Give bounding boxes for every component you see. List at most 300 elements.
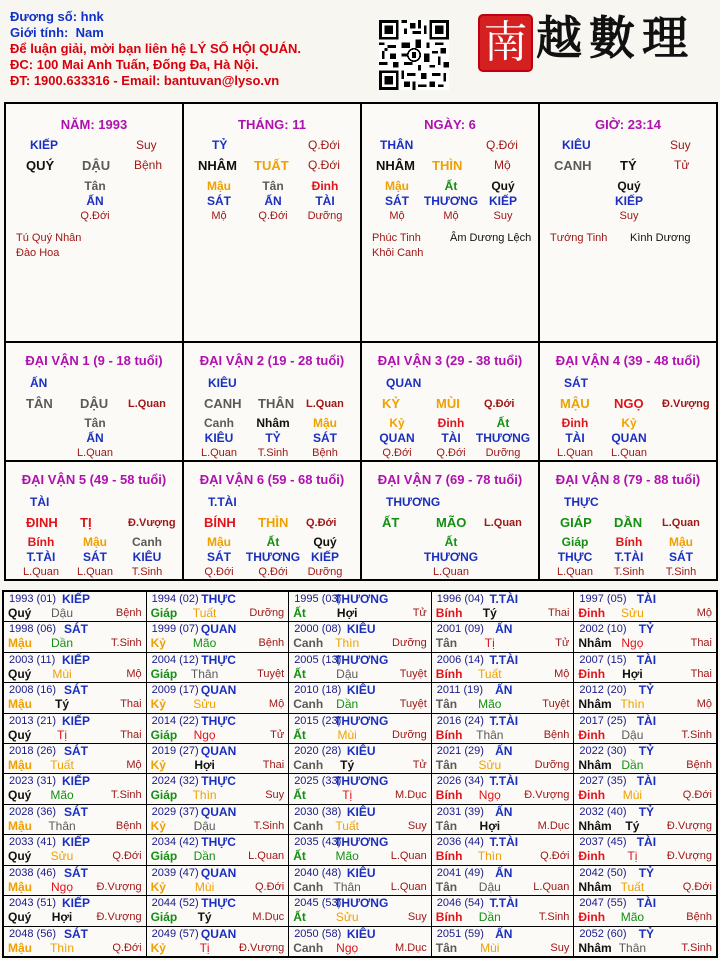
- year-label: 2040 (48): [294, 866, 342, 879]
- year-cell: [574, 653, 716, 682]
- dai-van-5: [4, 460, 184, 581]
- year-status: Đ.Vượng: [666, 819, 712, 832]
- dai-van-title: ĐẠI VẬN 3 (29 - 38 tuổi): [377, 353, 523, 368]
- dai-van-7: [360, 460, 540, 581]
- year-god: TÀI: [636, 713, 657, 728]
- year-label: 2029 (37): [151, 805, 199, 818]
- dai-van-hidden-stem: Ất: [496, 416, 510, 430]
- year-can: Ất: [293, 849, 306, 864]
- year-chi: Dần: [50, 636, 74, 651]
- year-label: 2031 (39): [436, 805, 484, 818]
- dai-van-hidden-status: Dưỡng: [485, 447, 521, 459]
- pillar-hour-can-status: Suy: [670, 138, 691, 152]
- year-status: M.Dục: [395, 789, 427, 802]
- dai-van-status: Đ.Vượng: [128, 517, 176, 529]
- year-can: Giáp: [150, 910, 178, 925]
- year-cell: [4, 774, 146, 803]
- dai-van-can: KỶ: [382, 396, 401, 411]
- year-cell: [147, 835, 289, 864]
- year-chi: Mùi: [52, 666, 72, 681]
- year-can: Canh: [293, 940, 324, 955]
- year-cell: [574, 714, 716, 743]
- pillar-month-chi-status: Q.Đới: [308, 158, 340, 172]
- dai-van-chi: MÙI: [436, 396, 460, 411]
- dai-van-hidden-stem: Kỷ: [621, 416, 637, 430]
- dai-van-1: [4, 341, 184, 462]
- gender-line: [10, 25, 301, 41]
- year-label: 2036 (44): [436, 836, 484, 849]
- pillar-year-hidden-status-1: Q.Đới: [80, 210, 110, 222]
- year-cell: [147, 744, 289, 773]
- year-cell: [147, 714, 289, 743]
- year-can: Mậu: [8, 697, 32, 712]
- year-god: THƯƠNG: [334, 713, 389, 728]
- owner-info: [10, 9, 301, 89]
- year-status: Tuyệt: [399, 667, 427, 680]
- year-label: 2028 (36): [9, 805, 57, 818]
- dai-van-hidden-stem: Đinh: [561, 416, 589, 430]
- dai-van-status: L.Quan: [484, 517, 522, 529]
- year-chi: Dậu: [621, 727, 644, 742]
- year-god: T.TÀI: [489, 774, 519, 789]
- pillar-hour-can-god: KIÊU: [562, 138, 591, 152]
- year-chi: Sửu: [193, 697, 216, 712]
- dai-van-hidden-stem: Bính: [615, 535, 643, 549]
- year-label: 1996 (04): [436, 593, 484, 605]
- year-status: Tử: [270, 728, 285, 741]
- year-god: QUAN: [200, 683, 237, 698]
- year-can: Đinh: [578, 727, 606, 742]
- dai-van-god: KIÊU: [208, 376, 237, 390]
- year-label: 2034 (42): [151, 836, 199, 849]
- pillar-month-title: THÁNG: 11: [238, 117, 306, 132]
- year-chi: Dậu: [478, 879, 501, 894]
- dai-van-hidden-stem: Kỷ: [389, 416, 405, 430]
- year-chi: Thìn: [49, 940, 75, 955]
- year-label: 2012 (20): [579, 684, 627, 697]
- dai-van-hidden-status: Q.Đới: [258, 566, 288, 578]
- year-cell: [289, 896, 431, 925]
- year-cell: [289, 835, 431, 864]
- dai-van-hidden-god: THƯƠNG: [423, 550, 479, 564]
- year-status: Thai: [120, 728, 142, 741]
- dai-van-hidden-god: THƯƠNG: [245, 550, 301, 564]
- pillar-year-chi-status: Bệnh: [134, 158, 163, 172]
- pillar-year-star-1: Tú Quý Nhân: [16, 232, 82, 244]
- year-status: Mộ: [696, 607, 712, 619]
- year-label: 2007 (15): [579, 653, 627, 666]
- year-status: Q.Đới: [682, 789, 712, 802]
- pillar-month-hidden-god-3: TÀI: [315, 194, 335, 208]
- year-status: Thai: [690, 637, 712, 650]
- dai-van-status: Q.Đới: [484, 398, 515, 410]
- year-can: Kỷ: [150, 818, 166, 833]
- year-label: 2005 (13): [294, 653, 342, 666]
- year-chi: Hợi: [622, 666, 643, 681]
- brand-title: 越數理: [536, 11, 695, 65]
- pillar-month-can-god: TỶ: [212, 138, 228, 152]
- year-chi: Thân: [333, 879, 361, 894]
- year-can: Quý: [8, 910, 32, 925]
- year-label: 2039 (47): [151, 866, 199, 879]
- year-status: Tuyệt: [257, 667, 285, 680]
- year-god: SÁT: [64, 744, 88, 759]
- year-cell: [432, 927, 574, 956]
- year-cell: [574, 592, 716, 621]
- dai-van-hidden-stem: Canh: [204, 416, 234, 430]
- year-chi: Hợi: [51, 910, 73, 925]
- year-cell: [289, 774, 431, 803]
- year-status: Suy: [407, 819, 427, 832]
- year-status: Q.Đới: [254, 880, 285, 893]
- year-status: Dưỡng: [534, 759, 570, 772]
- dai-van-can: TÂN: [26, 396, 53, 411]
- pillar-day-star-3: Âm Dương Lệch: [450, 232, 532, 244]
- pillar-hour-chi: TÝ: [620, 158, 637, 173]
- dai-van-title: ĐẠI VẬN 4 (39 - 48 tuổi): [555, 353, 701, 368]
- pillar-year: [4, 102, 184, 343]
- dai-van-hidden-status: L.Quan: [76, 447, 114, 459]
- year-can: Đinh: [578, 606, 606, 620]
- dai-van-hidden-god: SÁT: [83, 550, 107, 564]
- dai-van-hidden-stem: Tân: [84, 416, 106, 430]
- year-can: Canh: [293, 879, 324, 894]
- pillar-day-star-1: Phúc Tinh: [372, 232, 421, 244]
- dai-van-hidden-status: Q.Đới: [204, 566, 234, 578]
- year-chi: Ngọ: [50, 879, 74, 894]
- year-can: Nhâm: [578, 940, 612, 955]
- pillar-month-hidden-status-1: Mộ: [211, 210, 227, 222]
- year-cell: [4, 622, 146, 651]
- pillar-year-hidden-1: Tân: [84, 179, 106, 193]
- year-god: SÁT: [64, 622, 88, 637]
- year-label: 2032 (40): [579, 805, 627, 818]
- qr-code-icon[interactable]: [379, 19, 449, 91]
- dai-van-hidden-god: QUAN: [379, 431, 415, 445]
- year-label: 2027 (35): [579, 775, 627, 788]
- dai-van-title: ĐẠI VẬN 1 (9 - 18 tuổi): [25, 353, 163, 368]
- year-status: Đ.Vượng: [239, 941, 285, 954]
- dai-van-god: TÀI: [30, 495, 50, 509]
- year-cell: [4, 653, 146, 682]
- year-status: Suy: [550, 941, 570, 954]
- year-god: ẤN: [495, 744, 513, 759]
- year-chi: Ngọ: [478, 788, 501, 803]
- pillar-month-chi: TUẤT: [254, 158, 289, 173]
- year-god: ẤN: [495, 622, 513, 637]
- year-status: Mộ: [126, 759, 142, 772]
- year-can: Kỷ: [150, 879, 166, 894]
- year-cell: [574, 927, 716, 956]
- year-chi: Tị: [199, 940, 210, 955]
- year-label: 2048 (56): [9, 927, 57, 940]
- year-god: KIÊU: [346, 865, 376, 880]
- dai-van-can: CANH: [204, 396, 242, 411]
- year-cell: [4, 896, 146, 925]
- year-status: Thai: [120, 698, 142, 711]
- year-god: ẤN: [495, 804, 513, 819]
- year-chi: Thân: [48, 818, 76, 833]
- year-cell: [432, 592, 574, 621]
- year-cell: [574, 622, 716, 651]
- year-label: 2010 (18): [294, 684, 342, 697]
- year-god: THƯƠNG: [334, 652, 389, 667]
- dai-van-title: ĐẠI VẬN 7 (69 - 78 tuổi): [377, 472, 523, 487]
- year-can: Bính: [435, 666, 463, 681]
- year-god: TÀI: [636, 835, 657, 850]
- year-label: 2015 (23): [294, 714, 342, 727]
- dai-van-hidden-god: T.TÀI: [614, 550, 644, 564]
- year-can: Quý: [8, 849, 32, 864]
- pillar-month: [182, 102, 362, 343]
- year-status: Bệnh: [258, 637, 285, 650]
- year-cell: [289, 714, 431, 743]
- pillar-hour-can: CANH: [554, 158, 592, 173]
- year-status: Tử: [412, 607, 427, 619]
- dai-van-hidden-god: KIẾP: [310, 550, 340, 564]
- year-chi: Thân: [190, 666, 219, 681]
- pillar-month-can: NHÂM: [198, 158, 237, 173]
- year-can: Kỷ: [150, 940, 166, 955]
- pillar-month-hidden-status-3: Dưỡng: [307, 210, 343, 222]
- year-chi: Thân: [476, 727, 504, 742]
- year-can: Canh: [293, 818, 324, 833]
- year-god: THƯƠNG: [334, 774, 389, 789]
- year-can: Quý: [8, 727, 32, 742]
- year-can: Quý: [8, 788, 32, 803]
- year-label: 2000 (08): [294, 623, 342, 636]
- year-chi: Thìn: [335, 636, 360, 651]
- dai-van-8: [538, 460, 718, 581]
- pillar-day: [360, 102, 540, 343]
- dai-van-hidden-god: TÀI: [441, 431, 461, 445]
- year-label: 1997 (05): [579, 593, 627, 605]
- year-status: T.Sinh: [111, 789, 142, 802]
- year-status: T.Sinh: [681, 728, 712, 741]
- pillar-month-hidden-3: Đinh: [311, 179, 339, 193]
- year-chi: Dậu: [50, 606, 74, 620]
- year-status: Bệnh: [686, 911, 712, 924]
- year-status: Dưỡng: [249, 607, 285, 619]
- year-chi: Hợi: [194, 758, 215, 773]
- year-label: 2043 (51): [9, 897, 57, 910]
- year-god: TÀI: [636, 896, 657, 911]
- dai-van-hidden-status: L.Quan: [432, 566, 470, 578]
- pillar-year-title: NĂM: 1993: [60, 117, 128, 132]
- year-can: Nhâm: [578, 818, 612, 833]
- year-god: KIẾP: [61, 835, 91, 850]
- year-god: THỰC: [201, 592, 236, 606]
- dai-van-hidden-stem: Nhâm: [256, 416, 290, 430]
- year-chi: Sửu: [478, 758, 502, 773]
- dai-van-hidden-status: L.Quan: [22, 566, 60, 578]
- year-can: Kỷ: [150, 758, 166, 773]
- year-chi: Mão: [335, 849, 359, 864]
- pillar-month-hidden-god-2: ẤN: [264, 194, 282, 208]
- dai-van-hidden-status: L.Quan: [556, 447, 594, 459]
- dai-van-hidden-god: SÁT: [313, 431, 337, 445]
- year-god: TỶ: [638, 926, 655, 941]
- pillar-hour: [538, 102, 718, 343]
- year-label: 2008 (16): [9, 684, 57, 697]
- year-can: Giáp: [150, 849, 178, 864]
- year-cell: [432, 866, 574, 895]
- year-cell: [289, 592, 431, 621]
- pillar-day-hidden-status-3: Suy: [493, 210, 513, 222]
- year-status: Dưỡng: [392, 637, 427, 650]
- year-label: 2018 (26): [9, 745, 57, 758]
- year-status: Bệnh: [115, 819, 142, 832]
- year-can: Giáp: [150, 727, 178, 742]
- dai-van-2: [182, 341, 362, 462]
- dai-van-status: L.Quan: [662, 517, 700, 529]
- year-chi: Hợi: [336, 606, 358, 620]
- year-god: QUAN: [200, 622, 237, 637]
- year-label: 1999 (07): [151, 623, 199, 636]
- year-god: THƯƠNG: [334, 835, 389, 850]
- year-can: Ất: [293, 727, 306, 742]
- pillar-day-hidden-god-3: KIẾP: [488, 194, 518, 208]
- year-can: Bính: [435, 849, 463, 864]
- year-can: Canh: [293, 636, 324, 651]
- year-can: Đinh: [578, 666, 606, 681]
- year-cell: [4, 714, 146, 743]
- year-chi: Mão: [478, 697, 502, 712]
- pillar-day-can-status: Q.Đới: [486, 138, 518, 152]
- dai-van-god: SÁT: [564, 376, 588, 390]
- year-status: T.Sinh: [253, 819, 285, 832]
- dai-van-hidden-status: T.Sinh: [257, 447, 289, 459]
- year-status: Q.Đới: [112, 941, 142, 954]
- year-status: Thai: [690, 667, 712, 680]
- year-cell: [432, 714, 574, 743]
- year-status: L.Quan: [390, 880, 427, 893]
- dai-van-hidden-stem: Đinh: [437, 416, 465, 430]
- dai-van-hidden-stem: Mậu: [207, 535, 231, 549]
- year-god: TÀI: [636, 592, 657, 606]
- year-label: 2033 (41): [9, 836, 57, 849]
- year-label: 2004 (12): [151, 653, 199, 666]
- dai-van-hidden-stem: Ất: [266, 535, 280, 549]
- dai-van-hidden-status: Bệnh: [312, 447, 338, 459]
- year-chi: Sửu: [335, 910, 359, 925]
- year-label: 2044 (52): [151, 897, 199, 910]
- year-can: Tân: [435, 818, 458, 833]
- year-status: L.Quan: [390, 850, 427, 863]
- year-god: KIẾP: [61, 896, 91, 911]
- year-cell: [289, 927, 431, 956]
- dai-van-hidden-god: KIÊU: [132, 550, 162, 564]
- year-status: Suy: [265, 789, 285, 802]
- year-god: TỶ: [638, 865, 655, 880]
- contact-phone-email: ĐT: 1900.633316 - Email: bantuvan@lyso.vn: [10, 73, 280, 88]
- year-cell: [289, 653, 431, 682]
- year-can: Nhâm: [578, 879, 612, 894]
- pillar-day-chi: THÌN: [432, 158, 463, 173]
- year-chi: Dần: [336, 697, 359, 712]
- year-chi: Tị: [342, 788, 353, 803]
- year-god: THỰC: [201, 835, 236, 850]
- year-chi: Sửu: [621, 606, 644, 620]
- year-cell: [4, 866, 146, 895]
- dai-van-hidden-stem: Quý: [313, 535, 337, 549]
- pillar-hour-hidden-god-1: KIẾP: [614, 194, 644, 208]
- year-chi: Thìn: [620, 697, 645, 712]
- year-god: ẤN: [495, 683, 513, 698]
- dai-van-hidden-stem: Mậu: [313, 416, 337, 430]
- year-can: Nhâm: [578, 636, 612, 651]
- dai-van-hidden-god: T.TÀI: [26, 550, 56, 564]
- year-cell: [4, 805, 146, 834]
- year-god: T.TÀI: [489, 713, 519, 728]
- year-god: TỶ: [638, 804, 655, 819]
- year-status: L.Quan: [533, 880, 570, 893]
- year-god: T.TÀI: [489, 592, 519, 606]
- year-status: Q.Đới: [682, 880, 712, 893]
- pillar-day-chi-status: Mộ: [494, 158, 511, 172]
- year-god: QUAN: [200, 926, 237, 941]
- pillar-hour-hidden-status-1: Suy: [619, 210, 639, 222]
- pillar-year-can: QUÝ: [26, 158, 55, 173]
- year-god: KIẾP: [61, 652, 91, 667]
- year-god: KIÊU: [346, 622, 376, 637]
- dai-van-hidden-status: T.Sinh: [665, 566, 697, 578]
- year-label: 2006 (14): [436, 653, 484, 666]
- pillar-day-hidden-status-2: Mộ: [443, 210, 459, 222]
- year-can: Mậu: [8, 636, 32, 651]
- year-god: SÁT: [64, 804, 88, 819]
- year-can: Đinh: [578, 788, 606, 803]
- pillar-day-can: NHÂM: [376, 158, 415, 173]
- year-god: T.TÀI: [489, 896, 519, 911]
- year-cell: [147, 683, 289, 712]
- year-cell: [147, 805, 289, 834]
- red-seal-logo: 南: [478, 14, 533, 72]
- year-status: Đ.Vượng: [524, 789, 570, 802]
- year-chi: Dần: [478, 910, 501, 925]
- year-can: Kỷ: [150, 697, 166, 712]
- year-cell: [289, 622, 431, 651]
- year-can: Quý: [8, 666, 32, 681]
- dai-van-hidden-status: Q.Đới: [436, 447, 466, 459]
- year-cell: [432, 683, 574, 712]
- year-can: Kỷ: [150, 636, 166, 651]
- contact-invite: Để luận giải, mời bạn liên hệ LÝ SỐ HỘI QUÁN.: [10, 41, 301, 56]
- year-label: 1993 (01): [9, 593, 57, 605]
- year-cell: [4, 592, 146, 621]
- year-god: SÁT: [64, 865, 88, 880]
- year-god: QUAN: [200, 804, 237, 819]
- year-can: Bính: [435, 727, 463, 742]
- dai-van-status: Q.Đới: [306, 517, 337, 529]
- year-chi: Dậu: [193, 818, 216, 833]
- pillar-year-hidden-god-1: ẤN: [86, 194, 104, 208]
- dai-van-chi: THÌN: [258, 515, 289, 530]
- dai-van-hidden-stem: Giáp: [561, 535, 589, 549]
- pillar-year-can-status: Suy: [136, 138, 157, 152]
- year-chi: Tý: [482, 606, 497, 620]
- year-god: TÀI: [636, 652, 657, 667]
- year-label: 1994 (02): [151, 593, 199, 605]
- year-label: 2046 (54): [436, 897, 484, 910]
- year-label: 2041 (49): [436, 866, 484, 879]
- year-chi: Tuất: [620, 879, 645, 894]
- dai-van-chi: DẦN: [614, 515, 643, 530]
- dai-van-hidden-god: KIÊU: [204, 431, 234, 445]
- pillar-month-hidden-status-2: Q.Đới: [258, 210, 288, 222]
- year-chi: Dần: [621, 758, 644, 773]
- year-status: M.Dục: [252, 911, 285, 924]
